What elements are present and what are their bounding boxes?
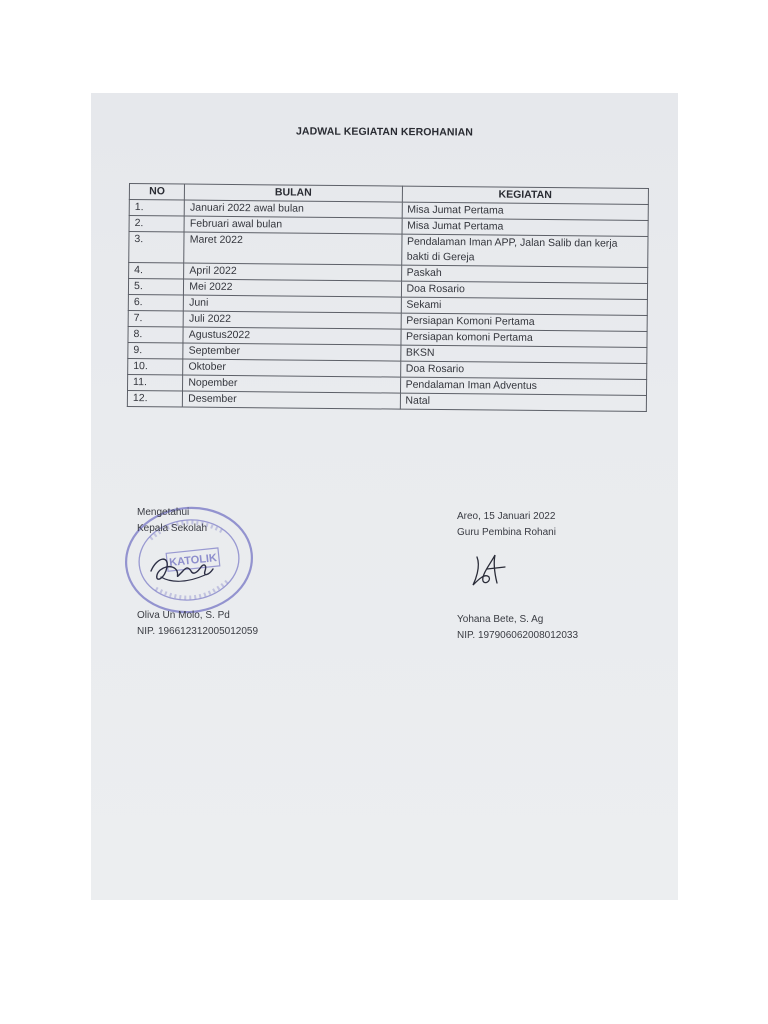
row-kegiatan: Misa Jumat Pertama (402, 218, 649, 236)
row-bulan: Juni (184, 295, 401, 313)
row-kegiatan: Doa Rosario (401, 281, 648, 299)
header-kegiatan: KEGIATAN (402, 186, 649, 204)
row-kegiatan: Persiapan Komoni Pertama (401, 313, 648, 331)
row-kegiatan: Pendalaman Iman Adventus (400, 377, 647, 395)
row-bulan: Desember (183, 391, 400, 409)
row-kegiatan: Doa Rosario (400, 361, 647, 379)
row-kegiatan: BKSN (400, 345, 647, 363)
row-kegiatan: Sekami (401, 297, 648, 315)
stamp-text: KATOLIK (168, 552, 218, 570)
document-title: JADWAL KEGIATAN KEROHANIAN (295, 125, 474, 139)
signature-right (469, 551, 509, 591)
row-kegiatan: Pendalaman Iman APP, Jalan Salib dan kerja bakti di Gereja (401, 234, 648, 267)
teacher-nip: NIP. 197906062008012033 (457, 630, 579, 641)
row-no: 10. (128, 358, 183, 375)
row-kegiatan: Misa Jumat Pertama (402, 202, 649, 220)
signature-block-right (457, 509, 657, 641)
row-bulan: Januari 2022 awal bulan (184, 200, 401, 218)
teacher-name: Yohana Bete, S. Ag (457, 614, 544, 625)
signature-left (147, 549, 217, 589)
row-bulan: Oktober (183, 359, 400, 377)
row-no: 4. (129, 263, 184, 280)
schedule-table (127, 183, 649, 412)
row-no: 5. (128, 279, 183, 296)
row-no: 6. (128, 294, 183, 311)
row-no: 1. (129, 200, 184, 217)
row-bulan: Maret 2022 (184, 232, 402, 265)
place-date: Areo, 15 Januari 2022 (457, 511, 556, 522)
table-row (129, 232, 648, 268)
header-bulan: BULAN (185, 184, 402, 202)
document-page (91, 93, 678, 900)
header-no: NO (129, 184, 184, 201)
row-kegiatan: Paskah (401, 265, 648, 283)
row-no: 12. (127, 390, 182, 407)
row-no: 11. (128, 374, 183, 391)
row-no: 7. (128, 310, 183, 327)
row-no: 8. (128, 326, 183, 343)
row-no: 9. (128, 342, 183, 359)
principal-name: Oliva Un Molo, S. Pd (137, 610, 230, 621)
row-bulan: Agustus2022 (183, 327, 400, 345)
principal-title: Kepala Sekolah (137, 523, 208, 534)
row-kegiatan: Natal (400, 393, 647, 411)
row-bulan: Nopember (183, 375, 400, 393)
row-bulan: April 2022 (184, 263, 401, 281)
row-no: 3. (129, 232, 185, 264)
row-bulan: September (183, 343, 400, 361)
row-bulan: Juli 2022 (183, 311, 400, 329)
principal-nip: NIP. 196612312005012059 (137, 626, 259, 637)
teacher-title: Guru Pembina Rohani (457, 527, 556, 538)
row-kegiatan: Persiapan komoni Pertama (400, 329, 647, 347)
acknowledged-label: Mengetahui (137, 507, 190, 518)
row-bulan: Mei 2022 (184, 279, 401, 297)
row-bulan: Februari awal bulan (184, 216, 401, 234)
row-no: 2. (129, 216, 184, 233)
